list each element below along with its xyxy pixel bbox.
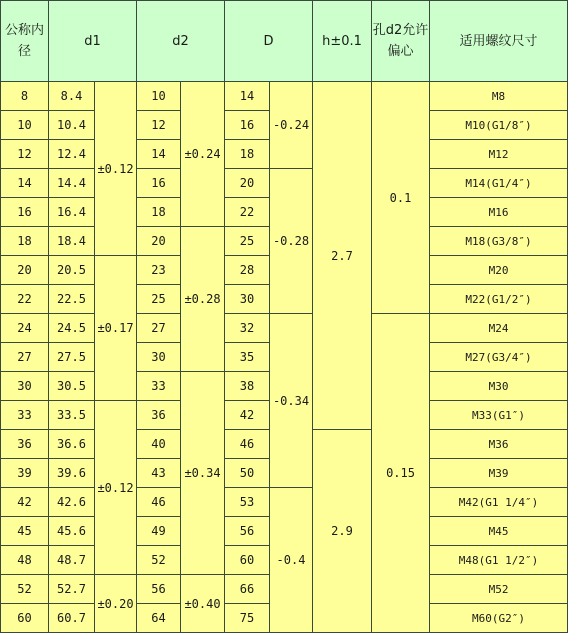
thread-size-cell: M24 bbox=[430, 314, 568, 343]
nominal-diameter-cell: 52 bbox=[1, 575, 49, 604]
d1-cell: 20.5 bbox=[49, 256, 95, 285]
header-thread-size: 适用螺纹尺寸 bbox=[430, 1, 568, 82]
header-D: D bbox=[225, 1, 313, 82]
D-cell: 20 bbox=[225, 169, 270, 198]
nominal-diameter-cell: 12 bbox=[1, 140, 49, 169]
d2-cell: 25 bbox=[137, 285, 181, 314]
d1-cell: 10.4 bbox=[49, 111, 95, 140]
nominal-diameter-cell: 39 bbox=[1, 459, 49, 488]
d1-cell: 52.7 bbox=[49, 575, 95, 604]
nominal-diameter-cell: 20 bbox=[1, 256, 49, 285]
D-cell: 28 bbox=[225, 256, 270, 285]
D-cell: 60 bbox=[225, 546, 270, 575]
d1-cell: 24.5 bbox=[49, 314, 95, 343]
d1-cell: 22.5 bbox=[49, 285, 95, 314]
d1-cell: 14.4 bbox=[49, 169, 95, 198]
nominal-diameter-cell: 18 bbox=[1, 227, 49, 256]
d1-cell: 48.7 bbox=[49, 546, 95, 575]
d1-tolerance-cell: ±0.12 bbox=[95, 401, 137, 575]
d2-tolerance-cell: ±0.40 bbox=[181, 575, 225, 633]
d2-cell: 56 bbox=[137, 575, 181, 604]
table-row bbox=[1, 488, 568, 517]
d2-cell: 18 bbox=[137, 198, 181, 227]
nominal-diameter-cell: 60 bbox=[1, 604, 49, 633]
D-cell: 50 bbox=[225, 459, 270, 488]
D-cell: 32 bbox=[225, 314, 270, 343]
header-row bbox=[1, 1, 568, 82]
D-cell: 53 bbox=[225, 488, 270, 517]
nominal-diameter-cell: 14 bbox=[1, 169, 49, 198]
d1-cell: 33.5 bbox=[49, 401, 95, 430]
D-cell: 66 bbox=[225, 575, 270, 604]
d1-cell: 18.4 bbox=[49, 227, 95, 256]
D-cell: 38 bbox=[225, 372, 270, 401]
d2-cell: 52 bbox=[137, 546, 181, 575]
D-cell: 18 bbox=[225, 140, 270, 169]
d2-cell: 64 bbox=[137, 604, 181, 633]
d2-cell: 14 bbox=[137, 140, 181, 169]
d2-cell: 46 bbox=[137, 488, 181, 517]
D-cell: 22 bbox=[225, 198, 270, 227]
header-nominal-diameter: 公称内径 bbox=[1, 1, 49, 82]
thread-size-cell: M30 bbox=[430, 372, 568, 401]
d1-cell: 42.6 bbox=[49, 488, 95, 517]
D-tolerance-cell: -0.24 bbox=[270, 82, 313, 169]
d1-cell: 60.7 bbox=[49, 604, 95, 633]
nominal-diameter-cell: 48 bbox=[1, 546, 49, 575]
h-cell: 2.9 bbox=[313, 430, 372, 633]
nominal-diameter-cell: 33 bbox=[1, 401, 49, 430]
nominal-diameter-cell: 24 bbox=[1, 314, 49, 343]
d1-cell: 27.5 bbox=[49, 343, 95, 372]
D-cell: 56 bbox=[225, 517, 270, 546]
table-row bbox=[1, 314, 568, 343]
D-cell: 75 bbox=[225, 604, 270, 633]
table-row bbox=[1, 169, 568, 198]
d2-cell: 43 bbox=[137, 459, 181, 488]
thread-size-cell: M16 bbox=[430, 198, 568, 227]
D-tolerance-cell: -0.4 bbox=[270, 488, 313, 633]
nominal-diameter-cell: 27 bbox=[1, 343, 49, 372]
thread-size-cell: M10(G1/8″) bbox=[430, 111, 568, 140]
thread-size-cell: M36 bbox=[430, 430, 568, 459]
d2-tolerance-cell: ±0.24 bbox=[181, 82, 225, 227]
thread-size-cell: M14(G1/4″) bbox=[430, 169, 568, 198]
nominal-diameter-cell: 45 bbox=[1, 517, 49, 546]
d2-cell: 27 bbox=[137, 314, 181, 343]
d2-cell: 49 bbox=[137, 517, 181, 546]
d2-cell: 20 bbox=[137, 227, 181, 256]
d1-tolerance-cell: ±0.20 bbox=[95, 575, 137, 633]
thread-size-cell: M22(G1/2″) bbox=[430, 285, 568, 314]
thread-size-cell: M27(G3/4″) bbox=[430, 343, 568, 372]
d1-cell: 39.6 bbox=[49, 459, 95, 488]
d1-cell: 16.4 bbox=[49, 198, 95, 227]
nominal-diameter-cell: 42 bbox=[1, 488, 49, 517]
d2-cell: 33 bbox=[137, 372, 181, 401]
thread-size-cell: M20 bbox=[430, 256, 568, 285]
D-cell: 42 bbox=[225, 401, 270, 430]
eccentricity-cell: 0.15 bbox=[372, 314, 430, 633]
d1-cell: 45.6 bbox=[49, 517, 95, 546]
D-cell: 14 bbox=[225, 82, 270, 111]
d1-cell: 12.4 bbox=[49, 140, 95, 169]
D-cell: 16 bbox=[225, 111, 270, 140]
D-cell: 35 bbox=[225, 343, 270, 372]
h-cell: 2.7 bbox=[313, 82, 372, 430]
D-cell: 46 bbox=[225, 430, 270, 459]
header-hole-d2-eccentricity: 孔d2允许偏心 bbox=[372, 1, 430, 82]
nominal-diameter-cell: 16 bbox=[1, 198, 49, 227]
thread-size-cell: M8 bbox=[430, 82, 568, 111]
header-d1: d1 bbox=[49, 1, 137, 82]
table-row bbox=[1, 82, 568, 111]
thread-size-cell: M18(G3/8″) bbox=[430, 227, 568, 256]
table-body bbox=[1, 82, 568, 633]
D-cell: 25 bbox=[225, 227, 270, 256]
nominal-diameter-cell: 8 bbox=[1, 82, 49, 111]
D-cell: 30 bbox=[225, 285, 270, 314]
d2-cell: 23 bbox=[137, 256, 181, 285]
thread-size-cell: M52 bbox=[430, 575, 568, 604]
nominal-diameter-cell: 10 bbox=[1, 111, 49, 140]
D-tolerance-cell: -0.28 bbox=[270, 169, 313, 314]
d2-cell: 10 bbox=[137, 82, 181, 111]
thread-size-cell: M39 bbox=[430, 459, 568, 488]
D-tolerance-cell: -0.34 bbox=[270, 314, 313, 488]
nominal-diameter-cell: 22 bbox=[1, 285, 49, 314]
d2-cell: 16 bbox=[137, 169, 181, 198]
thread-size-cell: M12 bbox=[430, 140, 568, 169]
d2-cell: 30 bbox=[137, 343, 181, 372]
thread-size-cell: M42(G1 1/4″) bbox=[430, 488, 568, 517]
d2-cell: 40 bbox=[137, 430, 181, 459]
eccentricity-cell: 0.1 bbox=[372, 82, 430, 314]
d1-tolerance-cell: ±0.17 bbox=[95, 256, 137, 401]
thread-size-cell: M48(G1 1/2″) bbox=[430, 546, 568, 575]
d1-cell: 36.6 bbox=[49, 430, 95, 459]
d1-cell: 8.4 bbox=[49, 82, 95, 111]
nominal-diameter-cell: 36 bbox=[1, 430, 49, 459]
d2-cell: 36 bbox=[137, 401, 181, 430]
thread-size-cell: M45 bbox=[430, 517, 568, 546]
thread-size-cell: M33(G1″) bbox=[430, 401, 568, 430]
d1-tolerance-cell: ±0.12 bbox=[95, 82, 137, 256]
thread-size-cell: M60(G2″) bbox=[430, 604, 568, 633]
d1-cell: 30.5 bbox=[49, 372, 95, 401]
header-h: h±0.1 bbox=[313, 1, 372, 82]
d2-tolerance-cell: ±0.28 bbox=[181, 227, 225, 372]
d2-cell: 12 bbox=[137, 111, 181, 140]
d2-tolerance-cell: ±0.34 bbox=[181, 372, 225, 575]
header-d2: d2 bbox=[137, 1, 225, 82]
nominal-diameter-cell: 30 bbox=[1, 372, 49, 401]
